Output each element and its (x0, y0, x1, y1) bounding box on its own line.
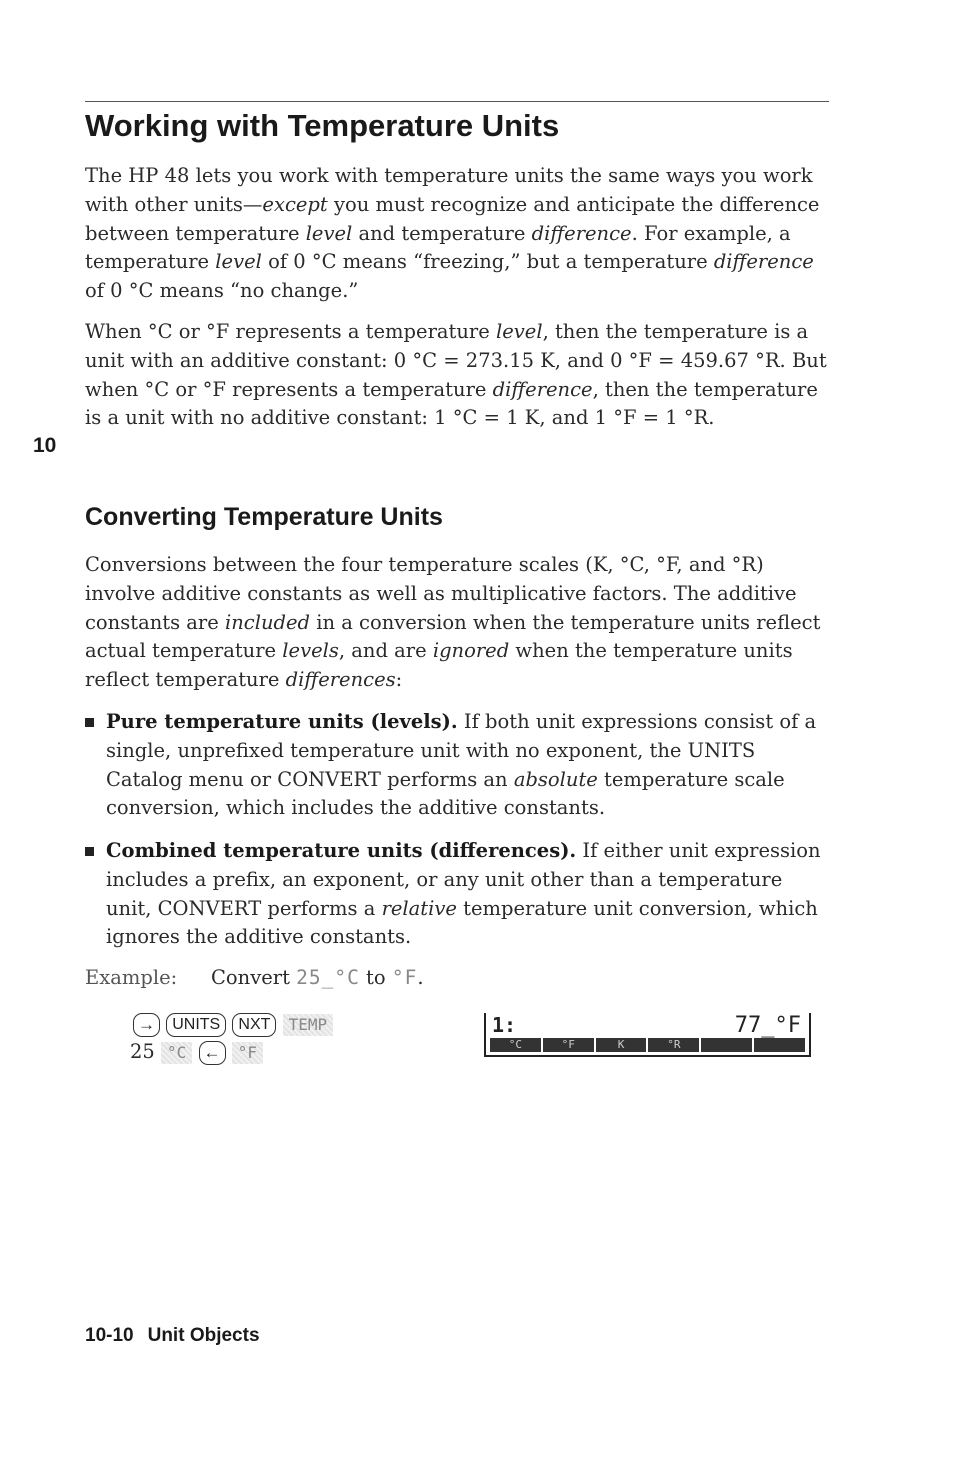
emphasis: differences (285, 668, 396, 692)
calculator-display (484, 1013, 811, 1057)
left-shift-arrow-icon[interactable]: ← (199, 1041, 226, 1065)
text-span: you must recognize and anticipate the difference between temperature (85, 192, 820, 245)
temp-menu-key[interactable]: TEMP (283, 1014, 334, 1036)
emphasis: level (305, 221, 353, 245)
number-entry: 25 (130, 1040, 155, 1063)
bullet-title: Pure temperature units (levels). (106, 710, 458, 733)
text-span: : (395, 668, 403, 692)
page-number: 10-10 (85, 1325, 134, 1346)
emphasis: difference (713, 250, 814, 274)
text-span: in a conversion when the temperature units reflect actual temperature (85, 610, 821, 663)
intro-paragraph-1 (85, 162, 830, 306)
emphasis: level (215, 250, 262, 274)
celsius-menu-key[interactable]: °C (161, 1042, 192, 1064)
page-footer (85, 1325, 260, 1347)
text-span: to (359, 966, 392, 989)
fahrenheit-menu-key[interactable]: °F (232, 1042, 263, 1064)
menu-label-k[interactable]: K (596, 1038, 647, 1052)
text-span: If either unit expression includes a prefix, an exponent, or any unit other than a temperature unit, CONVERT performs a (106, 839, 821, 920)
bullet-title: Combined temperature units (differences). (106, 839, 577, 862)
text-span: temperature unit conversion, which ignores the additive constants. (106, 896, 818, 949)
nxt-key[interactable]: NXT (232, 1013, 276, 1037)
emphasis: difference (492, 377, 593, 401)
menu-label-f[interactable]: °F (543, 1038, 594, 1052)
menu-label-blank[interactable] (754, 1038, 805, 1052)
example-label: Example: (85, 966, 178, 989)
conversion-paragraph (85, 551, 830, 695)
chapter-tab-number: 10 (33, 434, 57, 457)
top-rule (85, 101, 829, 102)
bullet-square-icon (85, 847, 94, 856)
emphasis: level (495, 320, 543, 343)
text-span: and temperature (352, 221, 532, 245)
emphasis: relative (381, 896, 457, 920)
text-span: When °C or °F represents a temperature (85, 320, 496, 343)
menu-label-bar (490, 1038, 805, 1052)
bullet-text (106, 708, 830, 823)
page-title: Working with Temperature Units (85, 108, 560, 143)
text-span: Conversions between the four temperature scales (K, °C, °F, and °R) involve additive constants as well as multiplicative factors. The additive constants are (85, 553, 797, 634)
text-span: . For example, a temperature (85, 221, 791, 274)
keystroke-row-1 (133, 1012, 333, 1037)
emphasis: included (224, 610, 311, 634)
example-value: 25_°C (296, 966, 360, 989)
bullet-text (106, 837, 830, 952)
emphasis: difference (531, 221, 632, 245)
text-span: , then the temperature is a unit with no additive constant: 1 °C = 1 K, and 1 °F = 1 °R. (85, 377, 818, 430)
units-key[interactable]: UNITS (166, 1013, 226, 1037)
emphasis: absolute (513, 767, 598, 791)
text-span: , and are (338, 639, 433, 663)
keystroke-row-2 (130, 1040, 263, 1065)
bullet-square-icon (85, 718, 94, 727)
text-span: The HP 48 lets you work with temperature units the same ways you work with other units— (85, 164, 813, 216)
text-span: temperature scale conversion, which includes the additive constants. (106, 767, 785, 820)
right-shift-arrow-icon[interactable]: → (133, 1013, 160, 1037)
section-heading: Converting Temperature Units (85, 503, 443, 531)
emphasis: levels (282, 639, 339, 663)
text-span: of 0 °C means “freezing,” but a temperature (261, 250, 714, 274)
stack-level-label: 1: (492, 1013, 517, 1037)
example-text (211, 966, 424, 989)
emphasis: except (262, 192, 328, 216)
text-span: of 0 °C means “no change.” (85, 279, 359, 303)
bullet-item-differences (85, 837, 830, 952)
text-span: If both unit expressions consist of a single, unprefixed temperature unit with no exponent, the UNITS Catalog menu or CONVERT performs an (106, 710, 817, 791)
menu-label-c[interactable]: °C (490, 1038, 541, 1052)
emphasis: ignored (432, 639, 510, 663)
menu-label-blank[interactable] (701, 1038, 752, 1052)
text-span: Convert (211, 966, 297, 989)
footer-section: Unit Objects (147, 1325, 260, 1346)
bullet-item-levels (85, 708, 830, 823)
text-span: , then the temperature is a unit with an additive constant: 0 °C = 273.15 K, and 0 °F = 459.67 °R. But when °C or °F represents a temperature (85, 320, 827, 401)
text-span: when the temperature units reflect temperature (85, 639, 793, 692)
intro-paragraph-2 (85, 318, 830, 433)
text-span: . (417, 966, 424, 989)
stack-value: 77_°F (734, 1013, 801, 1038)
menu-label-r[interactable]: °R (648, 1038, 699, 1052)
example-target-unit: °F (391, 966, 418, 989)
